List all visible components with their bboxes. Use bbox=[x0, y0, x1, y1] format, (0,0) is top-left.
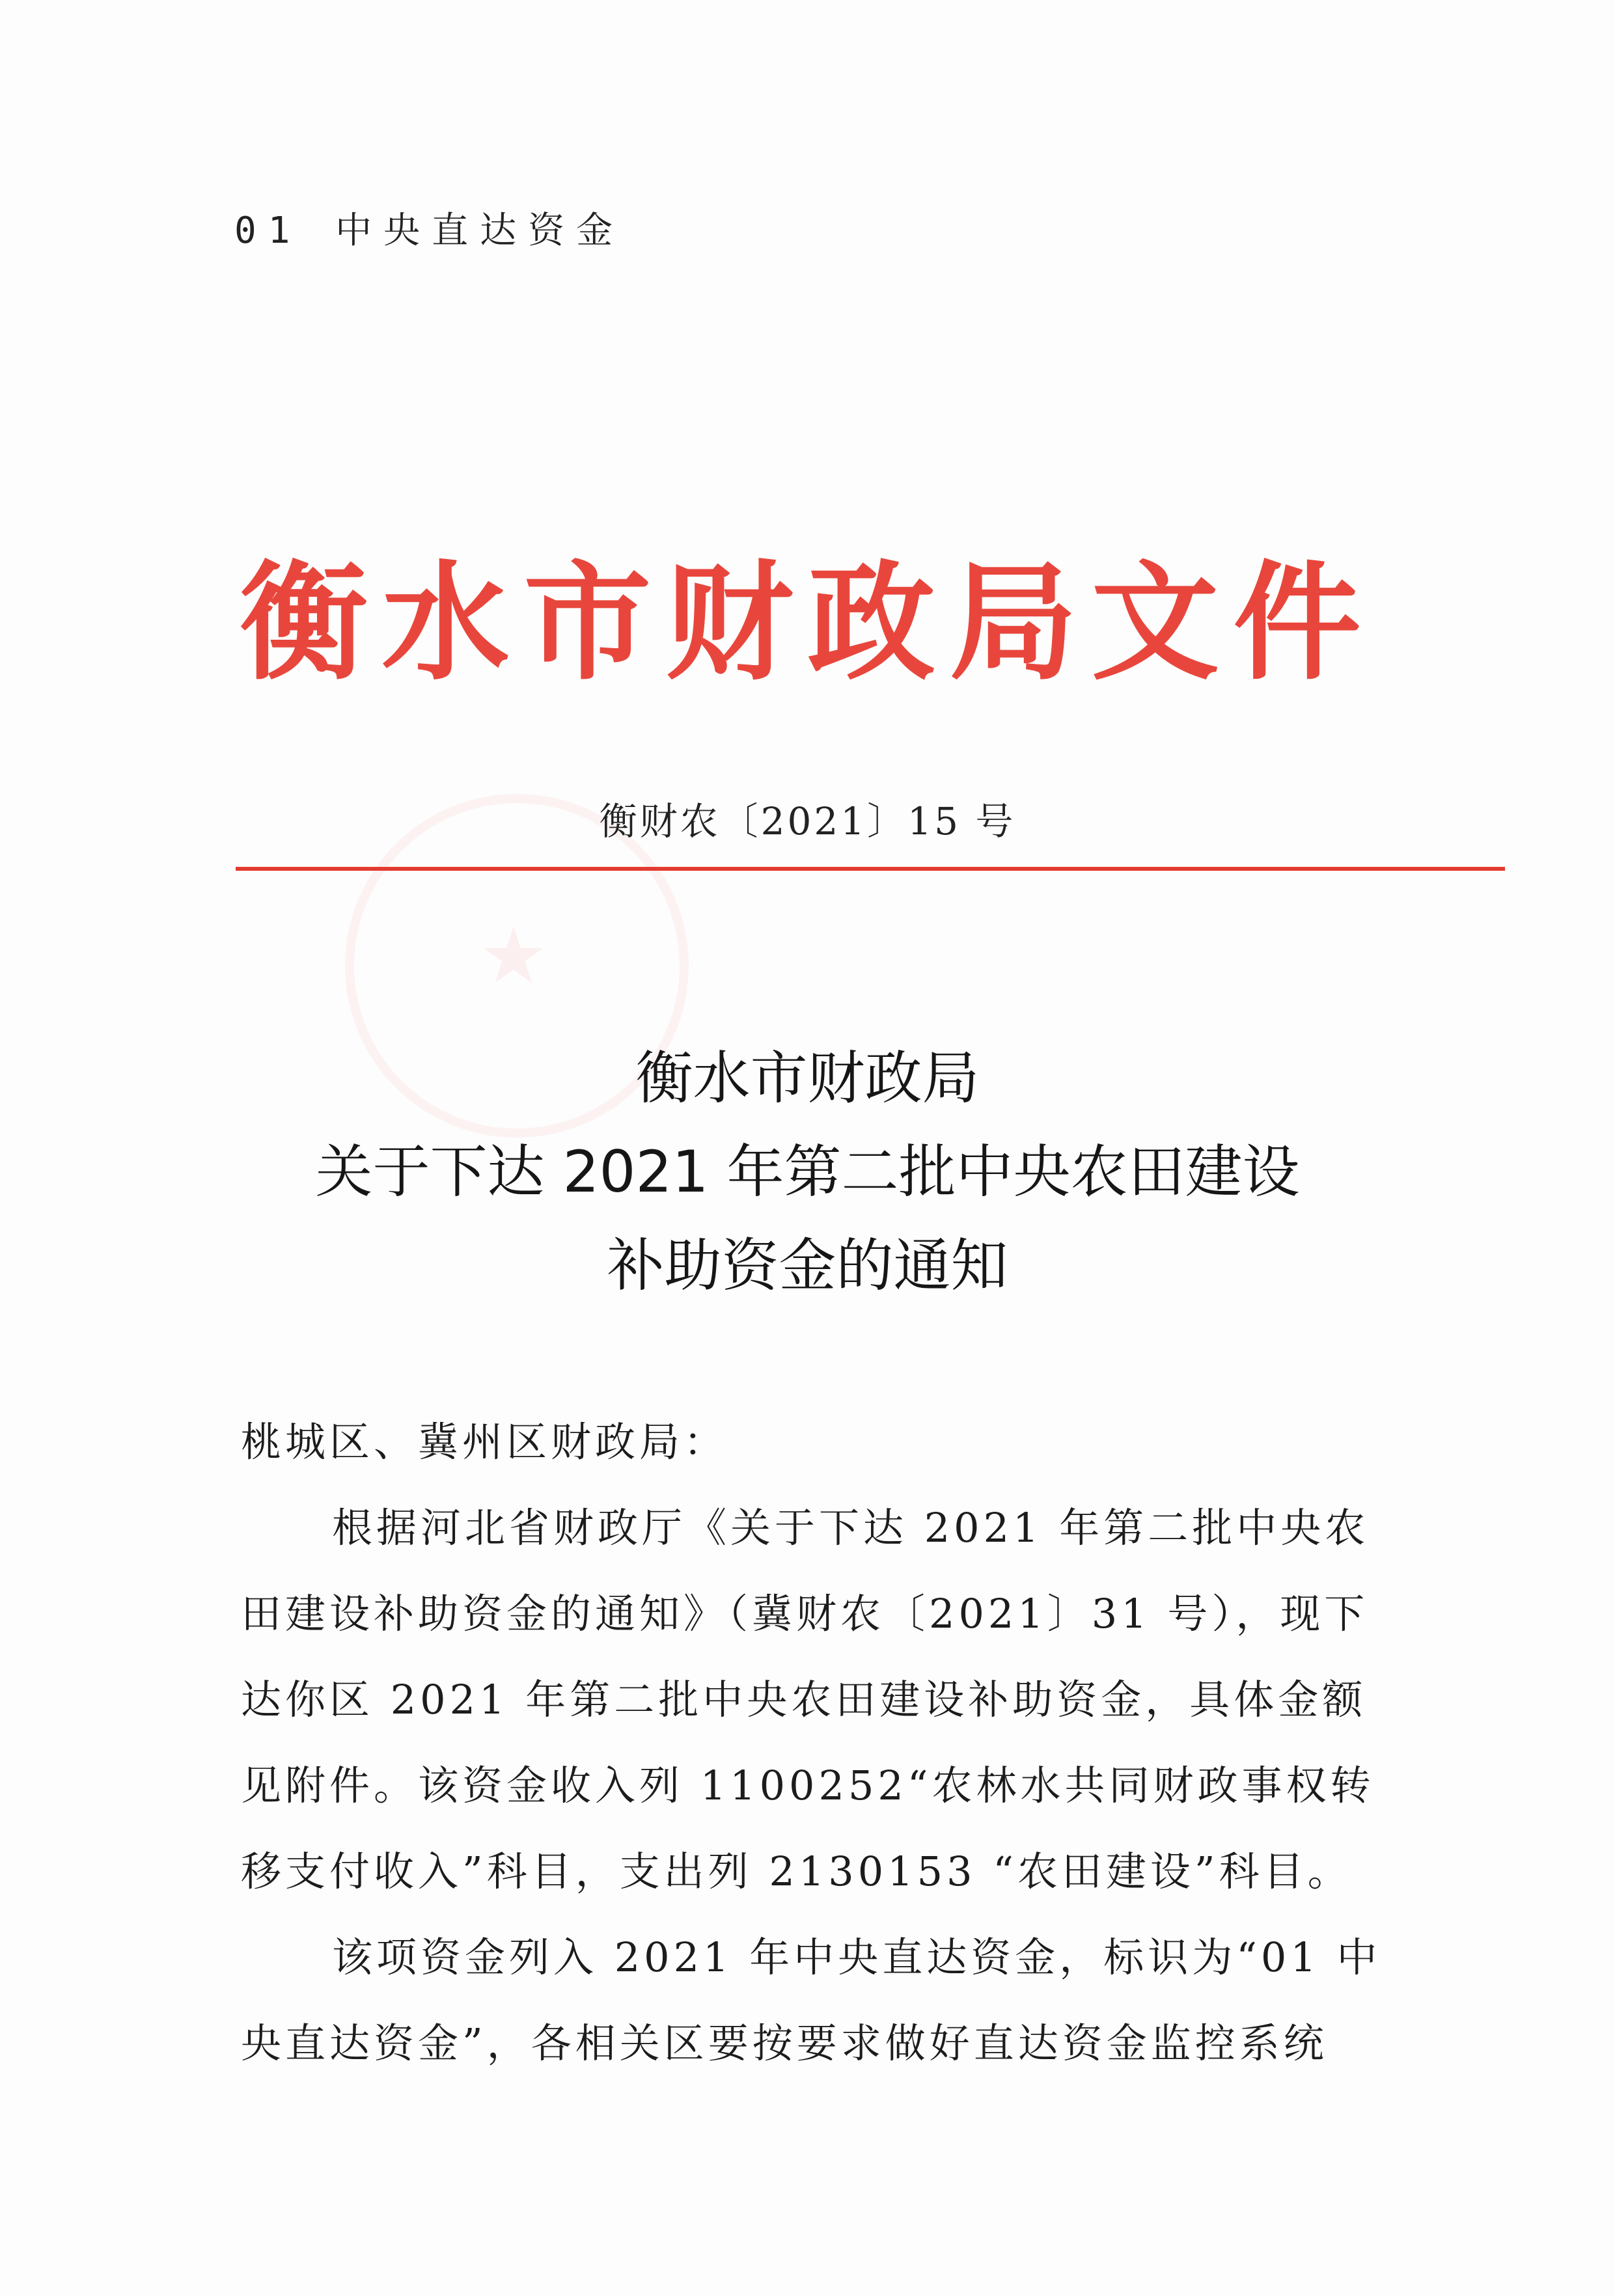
title-line-2: 关于下达 2021 年第二批中央农田建设 bbox=[315, 1138, 1300, 1205]
body-line: 该项资金列入 2021 年中央直达资金，标识为“01 中 bbox=[332, 1934, 1381, 1981]
body-line: 移支付收入”科目，支出列 2130153 “农田建设”科目。 bbox=[241, 1848, 1352, 1895]
seal-star-icon: ★ bbox=[478, 911, 549, 1002]
fund-category-tag: 01 中央直达资金 bbox=[234, 210, 625, 252]
body-line: 田建设补助资金的通知》（冀财农〔2021〕31 号），现下 bbox=[241, 1590, 1369, 1637]
body-line: 达你区 2021 年第二批中央农田建设补助资金，具体金额 bbox=[241, 1676, 1367, 1723]
document-title bbox=[0, 1032, 1615, 1313]
salutation: 桃城区、冀州区财政局： bbox=[241, 1418, 728, 1466]
body-line: 根据河北省财政厅《关于下达 2021 年第二批中央农 bbox=[332, 1504, 1370, 1551]
body-line: 见附件。该资金收入列 1100252“农林水共同财政事权转 bbox=[241, 1762, 1375, 1809]
body-line: 央直达资金”，各相关区要按要求做好直达资金监控系统 bbox=[241, 2019, 1328, 2067]
document-number: 衡财农〔2021〕15 号 bbox=[599, 799, 1016, 843]
document-body bbox=[241, 1399, 1381, 2086]
title-line-3: 补助资金的通知 bbox=[607, 1232, 1008, 1299]
red-divider-rule bbox=[236, 867, 1505, 871]
title-line-1: 衡水市财政局 bbox=[635, 1045, 980, 1112]
masthead-title: 衡水市财政局文件 bbox=[240, 549, 1375, 698]
